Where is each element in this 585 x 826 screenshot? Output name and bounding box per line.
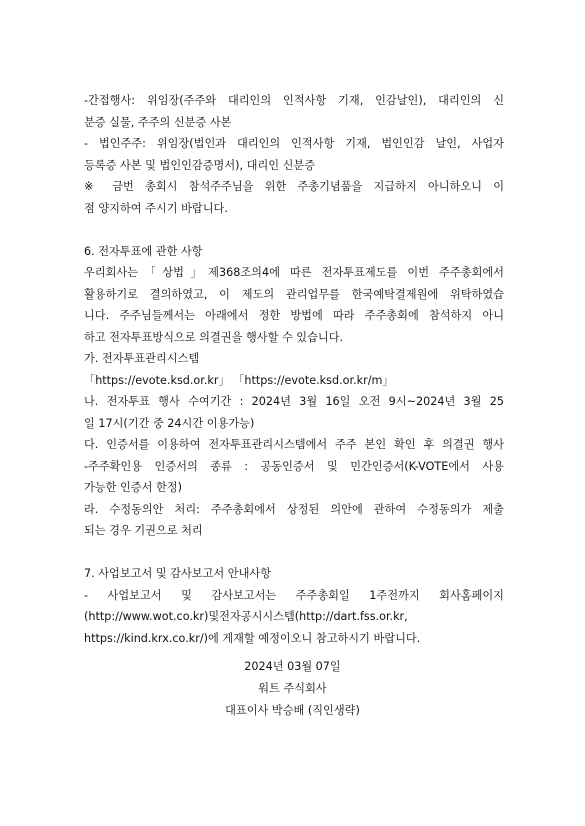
- text-line: 다. 인증서를 이용하여 전자투표관리시스템에서 주주 본인 확인 후 의결권 행사: [84, 438, 504, 451]
- text-line: 우리회사는「상법」제368조의4에 따른 전자투표제도를 이번 주주총회에서: [84, 266, 504, 279]
- text-line: -주주확인용 인증서의 종류 : 공동인증서 및 민간인증서(K-VOTE에서 사용: [84, 459, 504, 473]
- section-heading: 7. 사업보고서 및 감사보고서 안내사항: [84, 567, 272, 580]
- company-name: 워트 주식회사: [258, 682, 327, 695]
- text-line: 니다. 주주님들께서는 아래에서 정한 방법에 따라 주주총회에 참석하지 아니: [84, 309, 504, 322]
- ceo-signature: 대표이사 박승배 (직인생략): [225, 704, 360, 717]
- section-heading: 6. 전자투표에 관한 사항: [84, 244, 203, 258]
- text-line: 하고 전자투표방식으로 의결권을 행사할 수 있습니다.: [84, 330, 344, 344]
- document-body: [84, 90, 504, 649]
- text-line: 라. 수정동의안 처리: 주주총회에서 상정된 의안에 관하여 수정동의가 제출: [84, 502, 504, 516]
- evote-urls: 「https://evote.ksd.or.kr」 「https://evote.ksd.or.kr/m」: [84, 373, 394, 387]
- electronic-voting-section: [84, 241, 504, 542]
- text-line: (http://www.wot.co.kr)및전자공시시스템(http://dart.fss.or.kr,: [84, 610, 408, 623]
- text-line: 등록증 사본 및 법인인감증명서), 대리인 신분증: [84, 158, 316, 172]
- report-notice-section: [84, 563, 504, 649]
- text-line: ※ 금번 총회시 참석주주님을 위한 주총기념품을 지급하지 아니하오니 이: [84, 180, 504, 193]
- signature-date: 2024년 03월 07일: [244, 660, 341, 673]
- text-line: - 법인주주: 위임장(법인과 대리인의 인적사항 기재, 법인인감 날인, 사업자: [84, 137, 504, 150]
- text-line: 일 17시(기간 중 24시간 이용가능): [84, 416, 255, 430]
- text-line: 점 양지하여 주시기 바랍니다.: [84, 201, 228, 215]
- text-line: 활용하기로 결의하였고, 이 제도의 관리업무를 한국예탁결제원에 위탁하였습: [84, 287, 504, 301]
- text-line: 되는 경우 기권으로 처리: [84, 524, 203, 537]
- text-line: 나. 전자투표 행사 수여기간 : 2024년 3월 16일 오전 9시~2024년 3월 25: [84, 395, 504, 408]
- text-line: 가능한 인증서 한정): [84, 481, 182, 494]
- text-line: - 사업보고서 및 감사보고서는 주주총회일 1주전까지 회사홈페이지: [84, 588, 504, 602]
- attendance-notes: [84, 90, 504, 219]
- text-line: 분증 실물, 주주의 신분증 사본: [84, 115, 232, 129]
- text-line: https://kind.krx.co.kr/)에 게재할 예정이오니 참고하시기 바랍니다.: [84, 631, 421, 645]
- text-line: -간접행사: 위임장(주주와 대리인의 인적사항 기재, 인감날인), 대리인의 신: [84, 94, 504, 107]
- text-line: 가. 전자투표관리시스템: [84, 352, 200, 365]
